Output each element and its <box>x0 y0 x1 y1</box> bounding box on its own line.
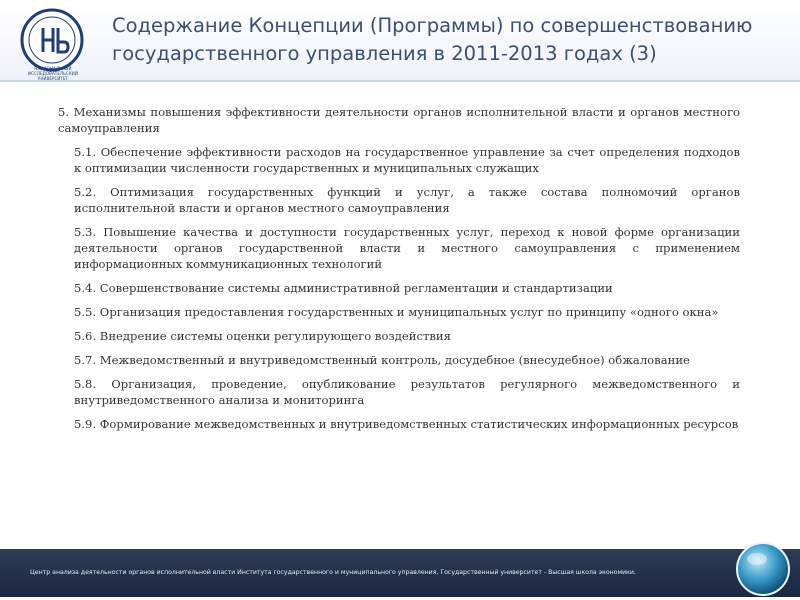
hse-logo-icon <box>20 8 84 72</box>
section-5-5: 5.5. Организация предоставления государственных и муниципальных услуг по принципу «одного окна» <box>74 305 719 319</box>
section-5-6: 5.6. Внедрение системы оценки регулирующего воздействия <box>74 329 451 343</box>
section-5-4: 5.4. Совершенствование системы административной регламентации и стандартизации <box>74 281 613 295</box>
globe-icon <box>735 541 791 597</box>
slide-title <box>112 12 782 68</box>
title-line-2: государственного управления в 2011-2013 годах (3) <box>112 42 657 65</box>
slide-footer <box>0 549 800 597</box>
section-5-2: 5.2. Оптимизация государственных функций и услуг, а также состава полномочий органов исполнительной власти и органов местного самоуправления <box>74 185 740 215</box>
section-5-1: 5.1. Обеспечение эффективности расходов на государственное управление за счет определения подходов к оптимизации численности государственных и муниципальных служащих <box>74 145 740 175</box>
section-5-9: 5.9. Формирование межведомственных и внутриведомственных статистических информационных ресурсов <box>74 417 739 431</box>
slide-content <box>58 104 740 440</box>
section-5-8: 5.8. Организация, проведение, опубликование результатов регулярного межведомственного и внутриведомственного анализа и мониторинга <box>74 377 740 407</box>
section-5-3: 5.3. Повышение качества и доступности государственных услуг, переход к новой форме организации деятельности органов государственной власти и местного самоуправления с применением информационных коммуникационных технологий <box>74 225 740 271</box>
section-5-7: 5.7. Межведомственный и внутриведомственный контроль, досудебное (внесудебное) обжалование <box>74 353 690 367</box>
logo-caption: НАЦИОНАЛЬНЫЙ ИССЛЕДОВАТЕЛЬСКИЙ УНИВЕРСИТЕТ <box>28 66 78 81</box>
slide-header <box>0 0 800 82</box>
title-line-1: Содержание Концепции (Программы) по совершенствованию <box>112 14 753 37</box>
footer-text: Центр анализа деятельности органов исполнительной власти Института государственного и муниципального управления, Государственный университет - Высшая школа экономики. <box>30 569 636 576</box>
section-5: 5. Механизмы повышения эффективности деятельности органов исполнительной власти и органов местного самоуправления <box>58 105 740 135</box>
